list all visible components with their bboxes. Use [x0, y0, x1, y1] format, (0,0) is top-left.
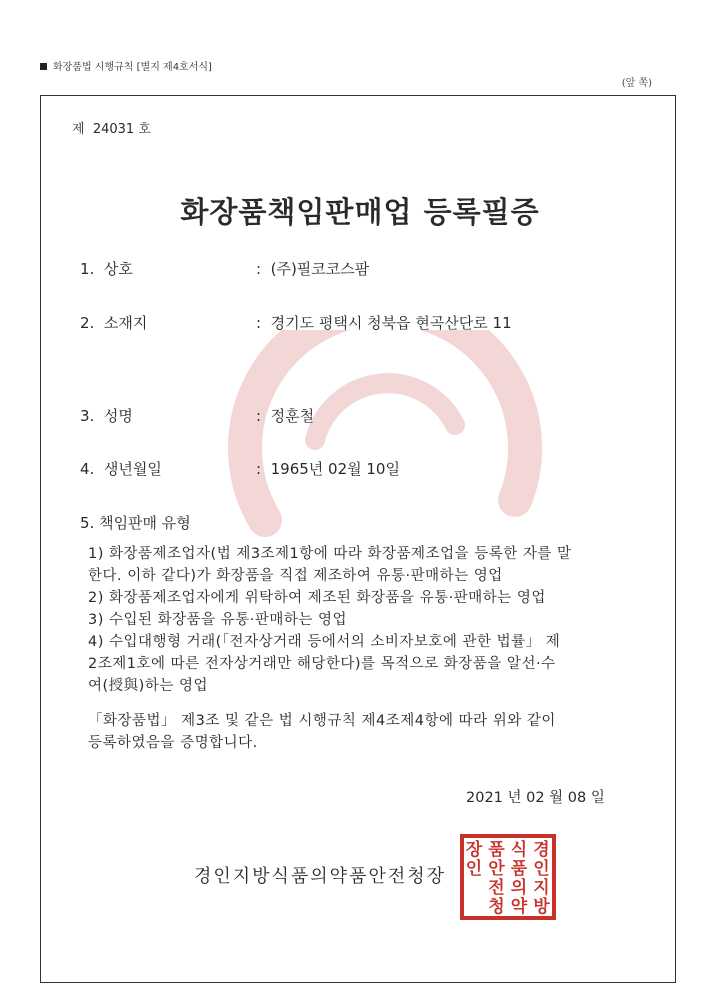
issue-date: 2021 년 02 월 08 일 — [466, 790, 605, 806]
reg-no-value: 24031 — [92, 122, 135, 137]
reg-no-prefix: 제 — [72, 122, 85, 137]
types-list — [88, 543, 648, 697]
emblem-watermark-icon — [225, 330, 545, 560]
field-label: 생년월일 — [103, 460, 162, 478]
form-note-text: 화장품법 시행규칙 [별지 제4호서식] — [53, 62, 212, 73]
field-num: 3. — [80, 407, 95, 425]
field-3-label — [80, 405, 133, 426]
field-label: 성명 — [103, 407, 133, 425]
field-1-label — [80, 258, 133, 279]
types-line: 2) 화장품제조업자에게 위탁하여 제조된 화장품을 유통·판매하는 영업 — [88, 590, 546, 606]
types-heading: 5. 책임판매 유형 — [80, 514, 191, 532]
reg-no-suffix: 호 — [138, 122, 151, 137]
seal-glyph: 경 — [533, 840, 550, 860]
seal-glyph: 전 — [488, 878, 505, 898]
types-line: 2조제1호에 따른 전자상거래만 해당한다)를 목적으로 화장품을 알선·수 — [88, 656, 556, 672]
types-line: 3) 수입된 화장품을 유통·판매하는 영업 — [88, 612, 348, 628]
field-value: (주)필코코스팜 — [270, 260, 370, 278]
seal-glyph: 장 — [465, 840, 483, 860]
square-bullet-icon — [40, 63, 47, 70]
seal-glyph: 인 — [533, 859, 550, 879]
field-colon: : — [256, 460, 262, 478]
field-3-value — [256, 405, 314, 426]
seal-glyph: 인 — [465, 859, 483, 879]
field-2-label — [80, 312, 147, 333]
field-2-value — [256, 312, 512, 333]
seal-glyph: 의 — [510, 878, 528, 898]
field-colon: : — [256, 407, 262, 425]
field-value: 경기도 평택시 청북읍 현곡산단로 11 — [270, 314, 512, 332]
issuer-name: 경인지방식품의약품안전청장 — [193, 866, 447, 887]
field-value: 1965년 02월 10일 — [270, 460, 400, 478]
statement-line-1: 「화장품법」 제3조 및 같은 법 시행규칙 제4조제4항에 따라 위와 같이 — [88, 713, 556, 729]
seal-glyph: 안 — [488, 859, 505, 879]
document-title: 화장품책임판매업 등록필증 — [180, 195, 540, 229]
types-line: 여(授與)하는 영업 — [88, 678, 208, 694]
seal-glyph: 품 — [510, 859, 528, 879]
registration-number — [72, 118, 151, 137]
seal-glyph: 식 — [510, 840, 528, 860]
types-line: 4) 수입대행형 거래(「전자상거래 등에서의 소비자보호에 관한 법률」 제 — [88, 634, 561, 650]
types-line: 한다. 이하 같다)가 화장품을 직접 제조하여 유통·판매하는 영업 — [88, 568, 503, 584]
seal-glyph: 약 — [510, 897, 528, 917]
form-note — [40, 58, 212, 73]
statement-line-2: 등록하였음을 증명합니다. — [88, 735, 258, 751]
seal-glyph: 지 — [533, 878, 550, 898]
official-seal-icon — [458, 832, 558, 922]
types-line: 1) 화장품제조업자(법 제3조제1항에 따라 화장품제조업을 등록한 자를 말 — [88, 546, 572, 562]
certification-statement — [88, 710, 648, 754]
field-num: 2. — [80, 314, 95, 332]
field-colon: : — [256, 314, 262, 332]
seal-glyph: 품 — [488, 840, 505, 860]
seal-glyph: 청 — [488, 897, 505, 917]
field-label: 소재지 — [103, 314, 148, 332]
field-label: 상호 — [103, 260, 133, 278]
seal-glyph: 방 — [533, 897, 550, 917]
field-num: 4. — [80, 460, 95, 478]
field-4-label — [80, 458, 162, 479]
page-side-label: (앞 쪽) — [621, 78, 652, 89]
field-value: 정훈철 — [270, 407, 315, 425]
field-1-value — [256, 258, 369, 279]
field-colon: : — [256, 260, 262, 278]
field-4-value — [256, 458, 400, 479]
field-num: 1. — [80, 260, 95, 278]
